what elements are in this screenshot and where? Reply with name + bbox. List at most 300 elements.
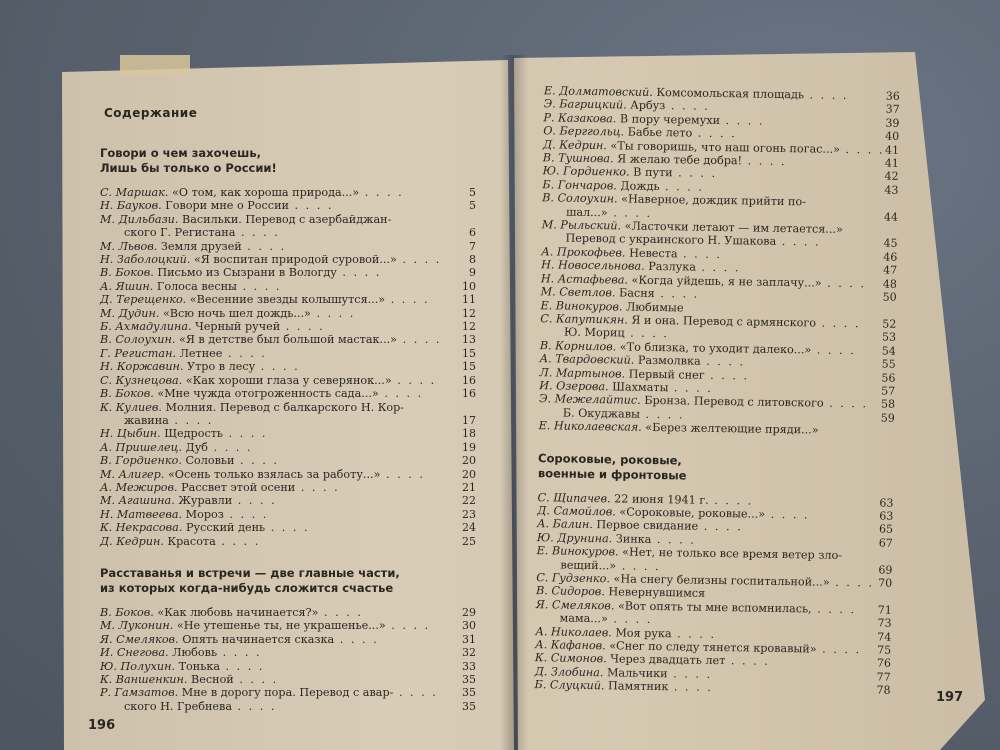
toc-title: «Не утешенье ты, не украшенье...» bbox=[176, 619, 386, 633]
toc-title: Русский день bbox=[185, 521, 266, 535]
toc-title: мама...» bbox=[559, 611, 608, 626]
toc-page-number: 25 bbox=[462, 534, 476, 548]
toc-author: В. Боков. bbox=[100, 266, 154, 280]
toc-title: Через двадцать лет bbox=[610, 652, 726, 668]
left-page-contents bbox=[86, 100, 476, 713]
toc-author: Г. Регистан. bbox=[100, 346, 176, 360]
toc-page-number: 45 bbox=[883, 237, 898, 251]
toc-title: Дождь bbox=[620, 179, 660, 193]
toc-page-number: 76 bbox=[876, 656, 892, 671]
toc-author: В. Боков. bbox=[100, 387, 154, 401]
toc-author: Э. Багрицкий. bbox=[543, 97, 627, 112]
toc-page-number: 74 bbox=[877, 630, 892, 644]
toc-entry: Н. Цыбин. Щедрость . . . . 18 bbox=[100, 427, 476, 441]
toc-title: Невеста bbox=[629, 246, 678, 261]
toc-list bbox=[520, 491, 893, 698]
toc-page-number: 58 bbox=[880, 397, 896, 412]
toc-page-number: 18 bbox=[462, 427, 476, 441]
toc-author: Б. Ахмадулина. bbox=[100, 320, 192, 334]
toc-author: Н. Бауков. bbox=[100, 199, 162, 213]
toc-title: «Как любовь начинается?» bbox=[157, 605, 319, 619]
toc-author: М. Луконин. bbox=[100, 619, 174, 633]
toc-author: Я. Смеляков. bbox=[100, 632, 179, 646]
toc-page-number: 5 bbox=[469, 199, 476, 213]
toc-page-number: 35 bbox=[462, 673, 476, 686]
toc-page-number: 48 bbox=[882, 277, 898, 291]
toc-title: «Ты говоришь, что наш огонь погас...» bbox=[610, 138, 841, 156]
toc-page-number: 12 bbox=[462, 320, 476, 334]
toc-author: М. Дильбази. bbox=[100, 212, 179, 226]
toc-entry: В. Боков. Письмо из Сызрани в Вологду . . . . 9 bbox=[100, 266, 476, 280]
toc-author: Н. Цыбин. bbox=[100, 427, 161, 441]
toc-entry: Ю. Полухин. Тонька . . . . 33 bbox=[100, 659, 476, 673]
toc-author: Э. Межелайтис. bbox=[538, 392, 641, 408]
toc-entry: М. Агашина. Журавли . . . . 22 bbox=[100, 494, 476, 508]
toc-entry: В. Боков. «Мне чужда отогроженность сада...» . . . . 16 bbox=[100, 387, 476, 401]
section-heading-line: военные и фронтовые bbox=[537, 465, 687, 483]
toc-title: Голоса весны bbox=[156, 279, 237, 293]
toc-title: Я и она. Перевод с армянского bbox=[631, 313, 817, 330]
toc-title: Комсомольская площадь bbox=[656, 85, 805, 102]
toc-page-number: 52 bbox=[882, 317, 897, 331]
contents-title: Содержание bbox=[104, 106, 198, 120]
toc-page-number: 33 bbox=[462, 659, 476, 673]
toc-title: Васильки. Перевод с азербайджан- bbox=[182, 212, 392, 226]
toc-page-number: 42 bbox=[884, 170, 899, 184]
toc-title: Любимые bbox=[625, 300, 684, 314]
toc-entry: мама...» . . . . 73 bbox=[559, 611, 892, 630]
section-heading bbox=[538, 451, 894, 487]
toc-author: Н. Астафьева. bbox=[540, 271, 629, 287]
toc-entry: Э. Багрицкий. Арбуз . . . . 37 bbox=[543, 97, 900, 117]
toc-entry: А. Пришелец. Дуб . . . . 19 bbox=[100, 440, 476, 454]
toc-entry: Ю. Друнина. Зинка . . . . 67 bbox=[536, 530, 893, 550]
toc-author: А. Кафанов. bbox=[535, 638, 606, 653]
toc-author: А. Прокофьев. bbox=[541, 245, 626, 260]
toc-author: В. Тушнова. bbox=[542, 151, 614, 166]
toc-title: Первое свидание bbox=[596, 518, 699, 534]
toc-title: Журавли bbox=[178, 494, 233, 508]
toc-title: «Мне чужда отогроженность сада...» bbox=[157, 387, 379, 401]
toc-entry: А. Прокофьев. Невеста . . . . 46 bbox=[541, 245, 898, 264]
toc-title: Первый снег bbox=[628, 367, 705, 382]
toc-title: Я желаю тебе добра! bbox=[617, 152, 743, 168]
toc-author: Д. Злобина. bbox=[534, 664, 604, 680]
toc-page-number: 12 bbox=[462, 306, 476, 320]
toc-page-number: 50 bbox=[882, 290, 897, 304]
toc-entry: Перевод с украинского Н. Ушакова . . . . 45 bbox=[565, 232, 898, 251]
toc-title: Земля друзей bbox=[160, 239, 242, 253]
toc-entry: Е. Долматовский. Комсомольская площадь . . . . 36 bbox=[543, 84, 900, 103]
toc-entry: М. Львов. Земля друзей . . . . 7 bbox=[100, 239, 476, 253]
toc-entry: М. Дудин. «Всю ночь шел дождь...» . . . . 12 bbox=[100, 306, 476, 320]
toc-entry: К. Симонов. Через двадцать лет . . . . 76 bbox=[534, 651, 892, 671]
toc-entry: А. Твардовский. Размолвка . . . . 55 bbox=[539, 352, 896, 371]
toc-page-number: 36 bbox=[885, 89, 900, 103]
toc-list bbox=[525, 84, 900, 438]
toc-author: А. Межиров. bbox=[100, 480, 178, 494]
toc-page-number: 5 bbox=[469, 186, 476, 199]
toc-author: Н. Матвеева. bbox=[100, 507, 183, 521]
page-number-right: 197 bbox=[936, 690, 964, 705]
toc-author: А. Балин. bbox=[536, 517, 593, 532]
section-heading-line: из которых когда-нибудь сложится счастье bbox=[100, 580, 394, 595]
toc-title: Памятник bbox=[607, 679, 669, 694]
toc-title: «Я воспитан природой суровой...» bbox=[193, 253, 397, 267]
toc-entry bbox=[86, 213, 476, 226]
toc-entry: С. Маршак. «О том, как хороша природа...» . . . . 5 bbox=[100, 186, 476, 199]
toc-entry: Н. Заболоцкий. «Я воспитан природой суровой...» . . . . 8 bbox=[100, 253, 476, 267]
toc-author: В. Солоухин. bbox=[542, 191, 618, 206]
toc-title: В пору черемухи bbox=[619, 112, 721, 127]
toc-title: шал...» bbox=[565, 205, 608, 219]
toc-entry: Д. Злобина. Мальчики . . . . 77 bbox=[534, 664, 891, 684]
toc-author: В. Боков. bbox=[100, 605, 154, 619]
toc-author: Л. Мартынов. bbox=[539, 365, 626, 381]
toc-author: Ю. Гордиенко. bbox=[542, 164, 630, 180]
toc-author: Р. Гамзатов. bbox=[100, 686, 179, 700]
toc-entry: Л. Мартынов. Первый снег . . . . 56 bbox=[539, 365, 896, 385]
toc-entry: Б. Слуцкий. Памятник . . . . 78 bbox=[534, 678, 891, 697]
toc-page-number: 70 bbox=[878, 576, 893, 590]
toc-author: Д. Кедрин. bbox=[100, 534, 164, 548]
toc-author: К. Кулиев. bbox=[100, 400, 162, 414]
toc-page-number: 69 bbox=[878, 563, 893, 577]
section-heading-line: Расставанья и встречи — две главные части, bbox=[100, 565, 400, 580]
toc-page-number: 54 bbox=[881, 344, 896, 358]
toc-author: Д. Терещенко. bbox=[100, 293, 187, 307]
toc-title: Шахматы bbox=[612, 380, 669, 395]
toc-author: С. Кузнецова. bbox=[100, 373, 183, 387]
toc-title: Ю. Мориц bbox=[564, 325, 625, 340]
toc-title: Бронза. Перевод с литовского bbox=[644, 394, 824, 410]
toc-title: Молния. Перевод с балкарского Н. Кор- bbox=[165, 400, 405, 414]
tape-strip bbox=[120, 55, 190, 75]
toc-page-number: 23 bbox=[462, 507, 476, 521]
toc-entry: Д. Самойлов. «Сороковые, роковые...» . . . . 63 bbox=[537, 504, 894, 523]
toc-entry: Б. Окуджавы . . . . 59 bbox=[562, 406, 895, 425]
toc-author: Н. Заболоцкий. bbox=[100, 253, 191, 267]
toc-entry: В. Тушнова. Я желаю тебе добра! . . . . 41 bbox=[542, 151, 899, 170]
toc-list bbox=[86, 186, 476, 548]
toc-page-number: 30 bbox=[462, 619, 476, 633]
toc-author: Р. Казакова. bbox=[543, 111, 617, 126]
toc-title: Весной bbox=[191, 673, 234, 686]
toc-title: «Когда уйдешь, я не заплачу...» bbox=[631, 273, 822, 290]
toc-title: ского Г. Регистана bbox=[124, 226, 236, 240]
toc-page-number: 67 bbox=[878, 536, 893, 550]
toc-title: Невернувшимся bbox=[608, 585, 706, 601]
toc-title: «Вот опять ты мне вспомнилась, bbox=[617, 599, 812, 616]
toc-entry: С. Капутикян. Я и она. Перевод с армянского . . . . 52 bbox=[540, 312, 897, 331]
toc-entry: М. Алигер. «Осень только взялась за работу...» . . . . 20 bbox=[100, 467, 476, 481]
toc-author: Б. Гончаров. bbox=[542, 178, 617, 193]
toc-author: В. Солоухин. bbox=[100, 333, 176, 347]
toc-title: «Наверное, дождик прийти по- bbox=[621, 192, 807, 209]
toc-title: Утро в лесу bbox=[187, 360, 256, 374]
toc-author: В. Сидоров. bbox=[535, 584, 606, 599]
toc-title: «Снег по следу тянется кровавый» bbox=[609, 639, 817, 656]
toc-list bbox=[86, 606, 476, 713]
right-page-contents bbox=[520, 84, 899, 697]
toc-page-number: 65 bbox=[878, 522, 894, 537]
toc-author: Е. Винокуров. bbox=[536, 544, 619, 559]
toc-page-number: 21 bbox=[462, 480, 476, 494]
toc-page-number: 39 bbox=[885, 116, 900, 130]
toc-title: ского Н. Гребнева bbox=[124, 699, 232, 713]
toc-title: Размолвка bbox=[637, 353, 701, 368]
toc-author: С. Маршак. bbox=[100, 186, 169, 199]
toc-title: В пути bbox=[633, 166, 673, 180]
toc-page-number: 71 bbox=[877, 603, 892, 617]
toc-entry: В. Гордиенко. Соловьи . . . . 20 bbox=[100, 454, 476, 468]
section-heading bbox=[100, 566, 476, 596]
toc-page-number: 20 bbox=[462, 454, 476, 468]
toc-author: Е. Николаевская. bbox=[538, 419, 642, 434]
toc-entry: С. Кузнецова. «Как хороши глаза у северянок...» . . . . 16 bbox=[100, 373, 476, 387]
toc-author: М. Агашина. bbox=[100, 494, 175, 508]
toc-entry: вещий...» . . . . 69 bbox=[560, 558, 893, 577]
toc-title: Щедрость bbox=[164, 427, 223, 441]
toc-entry: жавина . . . . 17 bbox=[124, 413, 476, 427]
toc-author: К. Некрасова. bbox=[100, 521, 183, 535]
toc-author: Д. Кедрин. bbox=[542, 137, 608, 152]
toc-page-number: 13 bbox=[462, 333, 476, 347]
toc-title: «Всю ночь шел дождь...» bbox=[162, 306, 311, 320]
toc-entry: И. Снегова. Любовь . . . . 32 bbox=[100, 646, 476, 660]
toc-page-number: 47 bbox=[883, 263, 898, 278]
toc-title: Письмо из Сызрани в Вологду bbox=[157, 266, 337, 280]
toc-title: Бабье лето bbox=[627, 125, 693, 140]
toc-page-number: 35 bbox=[462, 686, 476, 700]
toc-title: Б. Окуджавы bbox=[562, 406, 641, 421]
toc-entry: Д. Кедрин. Красота . . . . 25 bbox=[100, 534, 476, 548]
toc-author: Н. Новосельнова. bbox=[541, 258, 645, 274]
toc-title: «Берез желтеющие пряди...» bbox=[645, 421, 819, 437]
toc-title: «Весенние звезды колышутся...» bbox=[189, 293, 386, 307]
toc-page-number: 22 bbox=[462, 494, 476, 508]
toc-entry: Н. Астафьева. «Когда уйдешь, я не заплачу...» . . . . 48 bbox=[540, 271, 898, 291]
toc-title: Опять начинается сказка bbox=[182, 632, 335, 646]
toc-title: «На снегу белизны госпитальной...» bbox=[613, 572, 830, 589]
toc-entry: К. Ваншенкин. Весной . . . . 35 bbox=[100, 673, 476, 686]
toc-page-number: 35 bbox=[462, 699, 476, 713]
toc-title: Басня bbox=[618, 286, 655, 301]
toc-title: «Я в детстве был большой мастак...» bbox=[178, 333, 398, 347]
toc-title: Перевод с украинского Н. Ушакова bbox=[565, 232, 777, 249]
toc-page-number: 78 bbox=[876, 683, 891, 697]
toc-author: И. Снегова. bbox=[100, 646, 169, 660]
toc-page-number: 9 bbox=[469, 266, 476, 280]
toc-title: Моя рука bbox=[615, 626, 672, 640]
toc-author: М. Светлов. bbox=[540, 285, 616, 300]
toc-author: М. Алигер. bbox=[100, 467, 165, 481]
toc-author: М. Львов. bbox=[100, 239, 158, 253]
toc-title: «Осень только взялась за работу...» bbox=[167, 467, 381, 481]
toc-author: В. Гордиенко. bbox=[100, 454, 182, 468]
toc-title: Черный ручей bbox=[195, 320, 281, 334]
toc-author: Я. Смеляков. bbox=[535, 597, 615, 613]
toc-page-number: 32 bbox=[462, 646, 476, 660]
section-heading-line: Сороковые, роковые, bbox=[538, 450, 682, 467]
toc-entry: Р. Казакова. В пору черемухи . . . . 39 bbox=[543, 111, 900, 130]
toc-page-number: 16 bbox=[462, 373, 476, 387]
toc-author: Н. Коржавин. bbox=[100, 360, 184, 374]
toc-page-number: 63 bbox=[879, 509, 894, 523]
toc-page-number: 7 bbox=[469, 239, 476, 253]
toc-title: «То близка, то уходит далеко...» bbox=[619, 340, 812, 357]
toc-title: Любовь bbox=[172, 646, 218, 660]
toc-page-number: 40 bbox=[885, 129, 900, 144]
toc-entry: Н. Новосельнова. Разлука . . . . 47 bbox=[541, 258, 898, 278]
toc-entry: К. Некрасова. Русский день . . . . 24 bbox=[100, 521, 476, 535]
toc-title: «Как хороши глаза у северянок...» bbox=[185, 373, 392, 387]
toc-page-number: 46 bbox=[883, 250, 898, 264]
toc-entry: С. Гудзенко. «На снегу белизны госпитальной...» . . . . 70 bbox=[536, 571, 893, 590]
toc-author: О. Берггольц. bbox=[543, 124, 625, 139]
toc-page-number: 31 bbox=[462, 632, 476, 646]
toc-author: А. Пришелец. bbox=[100, 440, 183, 454]
toc-page-number: 24 bbox=[462, 521, 476, 535]
toc-entry: В. Корнилов. «То близка, то уходит далеко...» . . . . 54 bbox=[539, 338, 896, 358]
toc-author: Е. Долматовский. bbox=[543, 84, 653, 99]
toc-title: 22 июня 1941 г. bbox=[614, 491, 709, 507]
toc-entry: А. Кафанов. «Снег по следу тянется кровавый» . . . . 75 bbox=[535, 638, 892, 657]
toc-author: М. Рыльский. bbox=[541, 218, 622, 233]
toc-page-number: 75 bbox=[877, 643, 892, 657]
toc-entry: Ю. Мориц . . . . 53 bbox=[564, 325, 897, 345]
toc-author: М. Дудин. bbox=[100, 306, 160, 320]
toc-entry: Я. Смеляков. «Вот опять ты мне вспомнилась, . . . . 71 bbox=[535, 597, 892, 617]
toc-title: Мороз bbox=[185, 507, 224, 521]
toc-author: С. Гудзенко. bbox=[536, 571, 611, 586]
toc-title: Арбуз bbox=[630, 98, 666, 113]
toc-author: С. Щипачев. bbox=[537, 490, 611, 505]
toc-author: Б. Слуцкий. bbox=[534, 678, 605, 693]
toc-page-number: 17 bbox=[462, 413, 476, 427]
toc-entry: ского Г. Регистана . . . . 6 bbox=[124, 226, 476, 240]
toc-entry: С. Щипачев. 22 июня 1941 г. . . . . 63 bbox=[537, 490, 894, 510]
toc-title: Дуб bbox=[185, 440, 209, 454]
toc-entry: ского Н. Гребнева . . . . 35 bbox=[124, 699, 476, 713]
toc-entry: Ю. Гордиенко. В пути . . . . 42 bbox=[542, 164, 899, 184]
toc-page-number: 15 bbox=[462, 346, 476, 360]
toc-author: К. Симонов. bbox=[534, 651, 607, 666]
toc-page-number: 73 bbox=[877, 616, 892, 630]
toc-title: «Ласточки летают — им летается...» bbox=[624, 219, 843, 236]
toc-title: Тонька bbox=[178, 659, 220, 673]
toc-entry: Г. Регистан. Летнее . . . . 15 bbox=[100, 346, 476, 360]
toc-entry: Я. Смеляков. Опять начинается сказка . . . . 31 bbox=[100, 632, 476, 646]
toc-entry: шал...» . . . . 44 bbox=[565, 205, 899, 224]
toc-page-number: 77 bbox=[876, 670, 891, 684]
toc-title: Мне в дорогу пора. Перевод с авар- bbox=[181, 686, 394, 700]
toc-author: И. Озерова. bbox=[539, 379, 609, 394]
toc-page-number: 55 bbox=[881, 357, 896, 371]
toc-entry: Н. Матвеева. Мороз . . . . 23 bbox=[100, 507, 476, 521]
toc-entry: А. Яшин. Голоса весны . . . . 10 bbox=[100, 279, 476, 293]
toc-page-number: 20 bbox=[462, 467, 476, 481]
toc-page-number: 19 bbox=[462, 440, 476, 454]
toc-page-number: 57 bbox=[881, 384, 896, 398]
toc-entry: А. Балин. Первое свидание . . . . 65 bbox=[536, 517, 894, 537]
toc-page-number: 41 bbox=[884, 143, 900, 157]
toc-page-number: 59 bbox=[880, 411, 895, 425]
section-heading bbox=[100, 146, 476, 176]
toc-page-number: 10 bbox=[462, 279, 476, 293]
toc-title: жавина bbox=[124, 413, 169, 427]
toc-title: «Нет, не только все время ветер зло- bbox=[622, 545, 843, 563]
toc-page-number: 63 bbox=[879, 496, 894, 510]
toc-title: «Сороковые, роковые...» bbox=[619, 505, 766, 521]
toc-title: Красота bbox=[167, 534, 216, 548]
toc-entry bbox=[86, 401, 476, 414]
toc-author: Е. Винокуров. bbox=[540, 298, 623, 313]
toc-page-number: 56 bbox=[881, 371, 896, 385]
toc-entry: В. Боков. «Как любовь начинается?» . . . . 29 bbox=[100, 605, 476, 619]
toc-title: Рассвет этой осени bbox=[181, 480, 296, 494]
toc-page-number: 43 bbox=[884, 183, 899, 197]
toc-page-number: 11 bbox=[462, 293, 476, 307]
toc-page-number: 16 bbox=[462, 387, 476, 401]
toc-entry: А. Николаев. Моя рука . . . . 74 bbox=[535, 624, 892, 644]
section-heading-line: Лишь бы только о России! bbox=[100, 161, 277, 175]
toc-page-number: 41 bbox=[884, 156, 899, 170]
toc-entry: Б. Гончаров. Дождь . . . . 43 bbox=[542, 178, 899, 197]
toc-page-number: 44 bbox=[883, 210, 899, 224]
toc-title: Соловьи bbox=[185, 454, 235, 468]
toc-title: Разлука bbox=[648, 260, 697, 274]
toc-page-number: 6 bbox=[469, 226, 476, 240]
toc-entry: О. Берггольц. Бабье лето . . . . 40 bbox=[543, 124, 900, 144]
toc-page-number: 37 bbox=[885, 102, 900, 117]
toc-entry: Р. Гамзатов. Мне в дорогу пора. Перевод с авар- . . . . 35 bbox=[100, 686, 476, 700]
toc-title: Говори мне о России bbox=[165, 199, 289, 213]
toc-title: Мальчики bbox=[606, 666, 668, 681]
toc-entry: Н. Бауков. Говори мне о России . . . . 5 bbox=[100, 199, 476, 213]
toc-entry: Н. Коржавин. Утро в лесу . . . . 15 bbox=[100, 360, 476, 374]
toc-author: Ю. Друнина. bbox=[536, 530, 613, 546]
toc-title: Летнее bbox=[179, 346, 223, 360]
toc-entry: Б. Ахмадулина. Черный ручей . . . . 12 bbox=[100, 320, 476, 334]
toc-author: А. Яшин. bbox=[100, 279, 154, 293]
toc-entry: М. Луконин. «Не утешенье ты, не украшенье...» . . . . 30 bbox=[100, 619, 476, 633]
toc-author: С. Капутикян. bbox=[540, 312, 628, 327]
toc-title: Зинка bbox=[615, 532, 652, 546]
toc-page-number: 53 bbox=[881, 330, 897, 345]
toc-author: А. Твардовский. bbox=[539, 352, 635, 367]
toc-entry: Д. Терещенко. «Весенние звезды колышутся...» . . . . 11 bbox=[100, 293, 476, 307]
toc-title: «О том, как хороша природа...» bbox=[172, 186, 360, 199]
page-number-left: 196 bbox=[88, 718, 116, 733]
toc-entry: А. Межиров. Рассвет этой осени . . . . 21 bbox=[100, 480, 476, 494]
section-heading-line: Говори о чем захочешь, bbox=[100, 146, 262, 160]
toc-entry: М. Светлов. Басня . . . . 50 bbox=[540, 285, 897, 304]
toc-author: К. Ваншенкин. bbox=[100, 673, 188, 686]
toc-author: Д. Самойлов. bbox=[537, 504, 616, 519]
toc-page-number: 29 bbox=[462, 605, 476, 619]
toc-entry: И. Озерова. Шахматы . . . . 57 bbox=[539, 379, 896, 398]
toc-entry: В. Солоухин. «Я в детстве был большой мастак...» . . . . 13 bbox=[100, 333, 476, 347]
toc-page-number: 8 bbox=[469, 253, 476, 267]
toc-title: вещий...» bbox=[560, 558, 617, 573]
toc-entry: Д. Кедрин. «Ты говоришь, что наш огонь погас...» . . . . 41 bbox=[542, 137, 900, 157]
toc-entry: Э. Межелайтис. Бронза. Перевод с литовского . . . . 58 bbox=[538, 392, 896, 412]
toc-author: А. Николаев. bbox=[535, 624, 612, 639]
toc-page-number: 15 bbox=[462, 360, 476, 374]
toc-author: В. Корнилов. bbox=[539, 338, 617, 354]
toc-author: Ю. Полухин. bbox=[100, 659, 176, 673]
